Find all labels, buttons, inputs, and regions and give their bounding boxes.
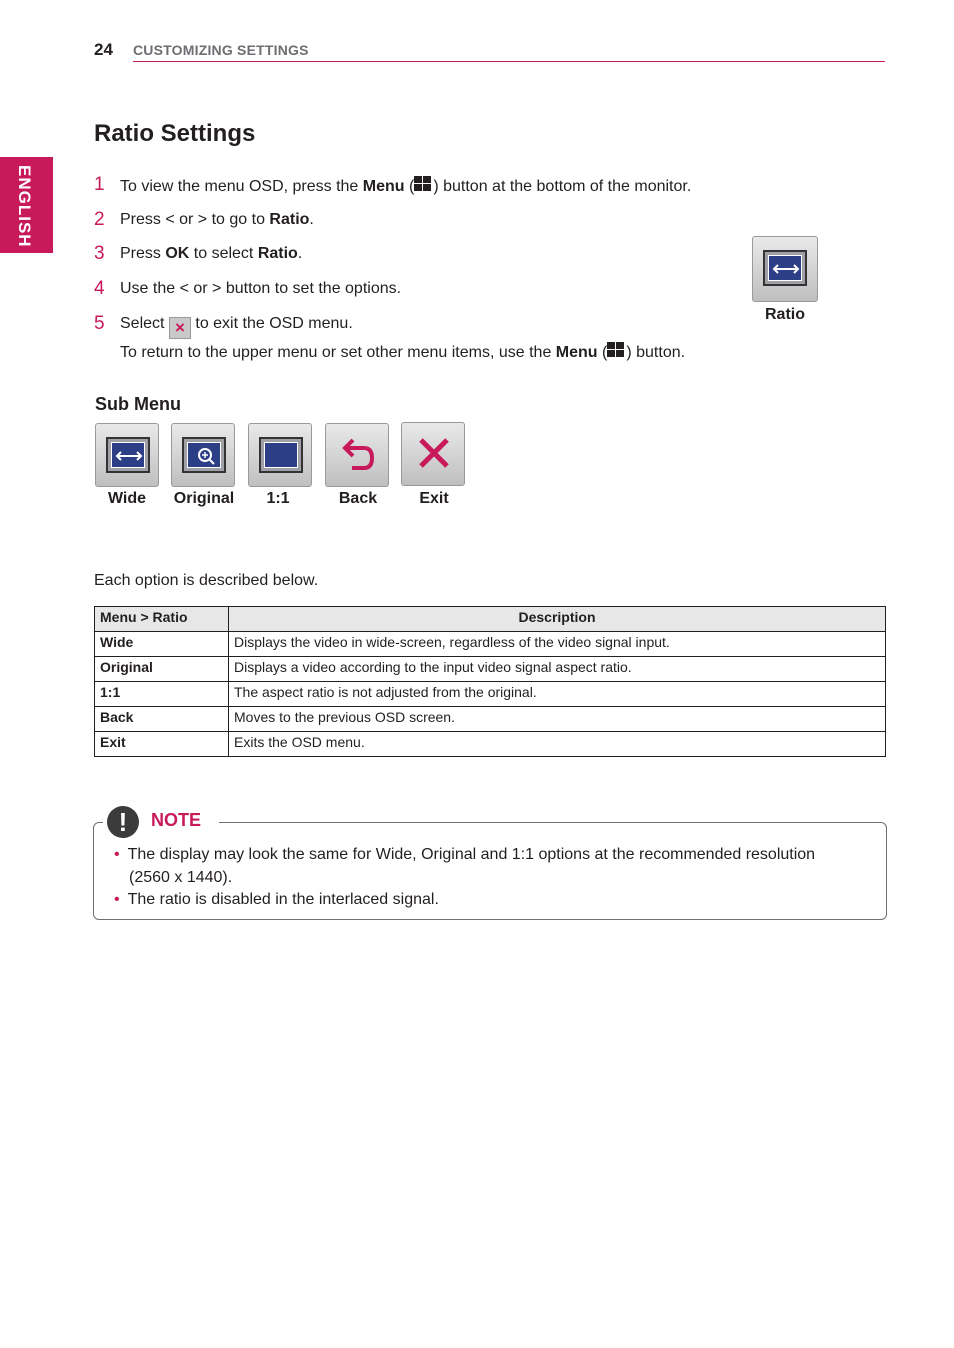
step-text [120,245,302,263]
intro-text: Each option is described below. [94,572,319,589]
return-instruction: To return to the upper menu or set other menu items, use the Menu ( ) button. [120,344,686,361]
bullet-icon: • [114,891,120,908]
one-to-one-button[interactable] [248,423,312,487]
original-label: Original [173,490,235,507]
step-number: 2 [94,209,105,230]
original-button[interactable] [171,423,235,487]
step-text-part: button. [631,344,686,361]
step-text-part: To view the menu OSD, press the [120,178,363,195]
step-number: 1 [94,174,105,195]
step-bold: Menu [362,178,405,195]
exclamation-icon: ! [107,806,139,838]
exit-button[interactable] [401,422,465,486]
table-cell-desc: Displays the video in wide-screen, regardless of the video signal input. [229,632,886,657]
step-bold: Ratio [257,245,298,262]
ratio-button[interactable] [752,236,818,302]
step-text-part: . [297,245,303,262]
page-title: Ratio Settings [94,120,256,147]
table-cell-key: Original [95,657,229,682]
table-row [95,707,886,732]
step-text-part: to select [189,245,258,262]
step-number: 5 [94,313,105,334]
step-text: To view the menu OSD, press the Menu ( ) button at the bottom of the monitor. [120,178,692,195]
table-cell-key: Back [95,707,229,732]
page-number: 24 [94,40,113,59]
table-row [95,632,886,657]
back-button[interactable] [325,423,389,487]
wide-arrow-icon [106,437,150,473]
step-bold: Ratio [269,211,310,228]
step-text-part: . [309,211,314,228]
menu-grid-icon [414,176,433,194]
note-item [114,889,439,911]
table-cell-desc: The aspect ratio is not adjusted from the original. [229,682,886,707]
table-header: Menu > Ratio [95,607,229,632]
step-text-part: To return to the upper menu or set other menu items, use the [120,344,556,361]
section-title: CUSTOMIZING SETTINGS [133,42,309,58]
table-cell-desc: Moves to the previous OSD screen. [229,707,886,732]
menu-grid-icon [607,342,626,360]
zoom-icon [182,437,226,473]
wide-label: Wide [107,490,147,507]
note-item-text: The ratio is disabled in the interlaced signal. [127,891,439,908]
screen-icon [259,437,303,473]
wide-button[interactable] [95,423,159,487]
wide-arrow-icon [763,250,807,286]
note-item-text: The display may look the same for Wide, Original and 1:1 options at the recommended resolution [127,846,816,863]
step-bold: OK [165,245,190,262]
note-item [114,844,874,866]
table-cell-key: Wide [95,632,229,657]
table-cell-desc: Displays a video according to the input video signal aspect ratio. [229,657,886,682]
ratio-options-table [94,606,886,757]
ratio-button-label: Ratio [765,306,805,323]
step-text-part: to exit the OSD menu. [190,315,353,332]
language-tab [0,157,53,253]
table-header: Description [229,607,886,632]
close-icon [416,435,452,471]
step-text [120,315,353,339]
step-text-part: button at the bottom of the monitor. [438,178,692,195]
table-cell-desc: Exits the OSD menu. [229,732,886,757]
table-cell-key: Exit [95,732,229,757]
one-to-one-label: 1:1 [266,490,290,507]
step-text-part: Press [120,245,166,262]
table-row [95,682,886,707]
bullet-icon: • [114,846,120,863]
note-title: NOTE [151,810,202,830]
language-tab-label: ENGLISH [15,165,34,248]
table-cell-key: 1:1 [95,682,229,707]
step-number: 3 [94,243,105,264]
table-row [95,732,886,757]
sub-menu-title: Sub Menu [95,394,181,414]
step-text: Use the < or > button to set the options. [120,280,402,297]
exit-select-icon: × [169,317,191,339]
header-divider [133,61,885,62]
step-text-part: Select [120,315,169,332]
note-item-continuation: (2560 x 1440). [129,869,233,886]
step-text [120,211,314,229]
back-label: Back [338,490,378,507]
back-arrow-icon [338,434,378,476]
step-number: 4 [94,278,105,299]
table-row [95,657,886,682]
step-bold: Menu [555,344,598,361]
exit-label: Exit [419,490,449,507]
table-header-row [95,607,886,632]
step-text-part: Press < or > to go to [120,211,270,228]
